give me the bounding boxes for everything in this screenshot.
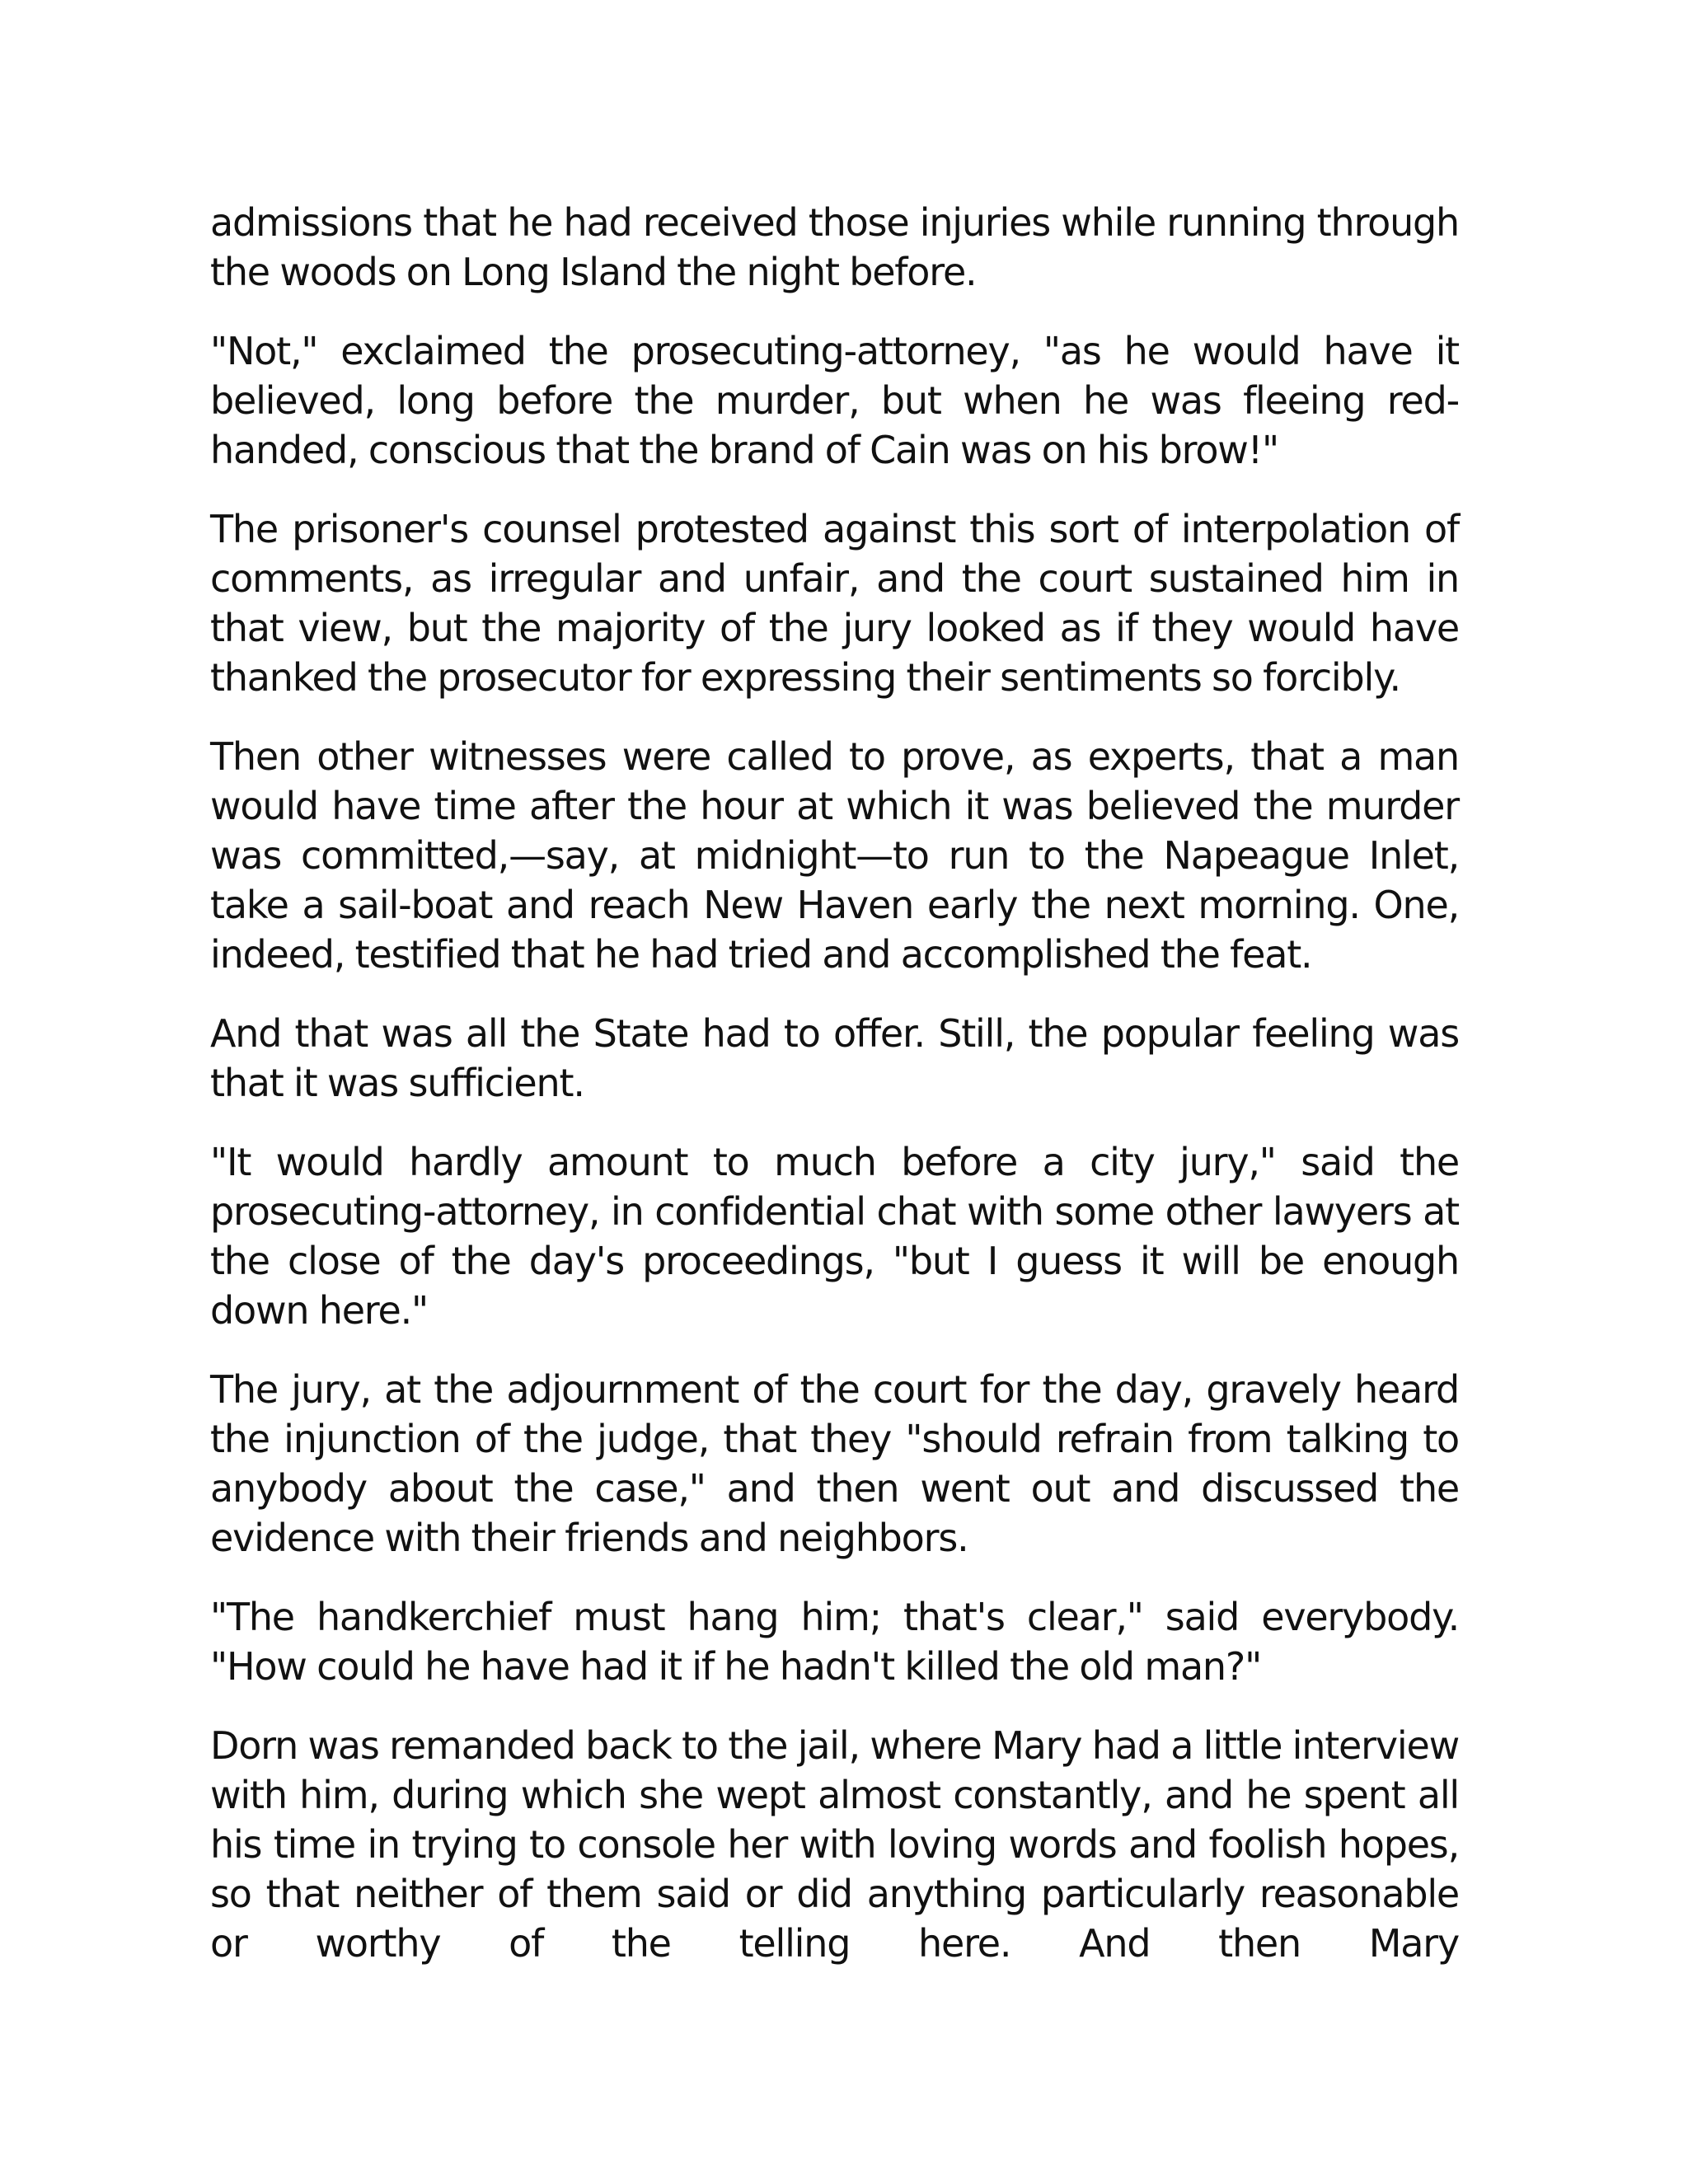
paragraph-9: Dorn was remanded back to the jail, where Mary had a little interview with him, during which she wept almost constantly, and he spent all his time in trying to console her with loving words and foolish hopes, so that neither of them said or did anything particularly reasonable or worthy of the telling here. And then Mary	[210, 1723, 1459, 1966]
paragraph-8: "The handkerchief must hang him; that's clear," said everybody. "How could he have had it if he hadn't killed the old man?"	[210, 1595, 1459, 1689]
body-text	[210, 198, 1459, 1968]
paragraph-3: The prisoner's counsel protested against this sort of interpolation of comments, as irregular and unfair, and the court sustained him in that view, but the majority of the jury looked as if they would have thanked the prosecutor for expressing their sentiments so forcibly.	[210, 507, 1459, 700]
paragraph-4: Then other witnesses were called to prove, as experts, that a man would have time after the hour at which it was believed the murder was committed,—say, at midnight—to run to the Napeague Inlet, take a sail-boat and reach New Haven early the next morning. One, indeed, testified that he had tried and accomplished the feat.	[210, 734, 1459, 977]
paragraph-6: "It would hardly amount to much before a city jury," said the prosecuting-attorney, in confidential chat with some other lawyers at the close of the day's proceedings, "but I guess it will be enough down here."	[210, 1140, 1459, 1333]
paragraph-1: admissions that he had received those injuries while running through the woods on Long Island the night before.	[210, 200, 1459, 294]
paragraph-2: "Not," exclaimed the prosecuting-attorney, "as he would have it believed, long before the murder, but when he was fleeing red-handed, conscious that the brand of Cain was on his brow!"	[210, 329, 1459, 472]
paragraph-5: And that was all the State had to offer. Still, the popular feeling was that it was sufficient.	[210, 1011, 1459, 1105]
paragraph-7: The jury, at the adjournment of the court for the day, gravely heard the injunction of the judge, that they "should refrain from talking to anybody about the case," and then went out and discussed the evidence with their friends and neighbors.	[210, 1367, 1459, 1560]
